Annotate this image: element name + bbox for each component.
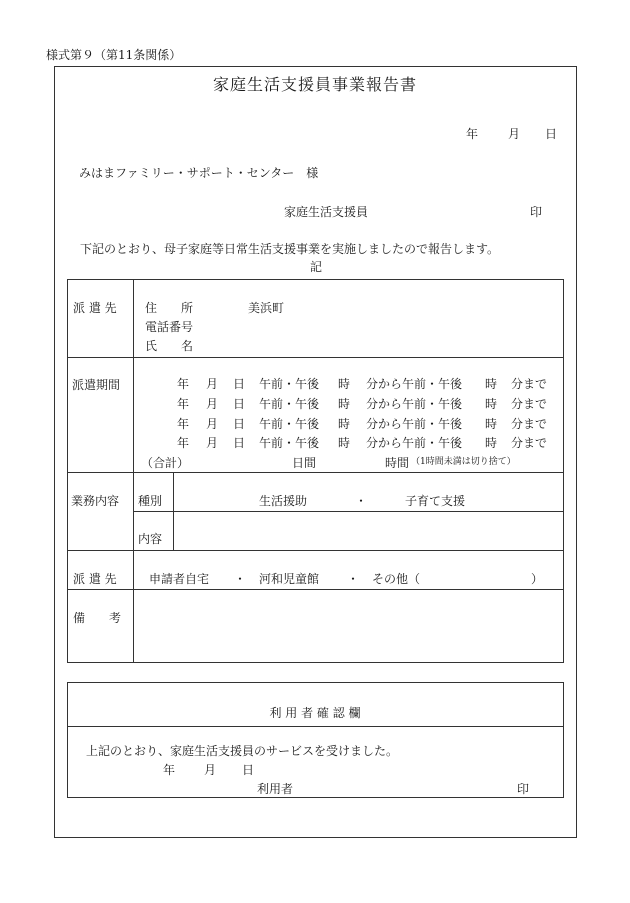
confirm-day: 日 [242, 763, 255, 777]
addressee: みはまファミリー・サポート・センター 様 [79, 166, 319, 180]
dispatch-period-label: 派遣期間 [72, 378, 121, 392]
period-end: 分まで [511, 397, 548, 411]
work-content-label: 業務内容 [71, 494, 120, 508]
period-year: 年 [177, 417, 190, 431]
period-day: 日 [233, 377, 246, 391]
date-month: 月 [508, 127, 521, 141]
reporter-seal: 印 [530, 205, 543, 219]
work-type-childcare[interactable]: 子育て支援 [405, 494, 466, 508]
period-month: 月 [206, 377, 219, 391]
page-title: 家庭生活支援員事業報告書 [212, 75, 417, 94]
period-ampm-start: 午前・午後 [259, 397, 320, 411]
period-end: 分まで [511, 417, 548, 431]
reporter-label: 家庭生活支援員 [284, 205, 369, 219]
form-number: 様式第９（第11条関係） [46, 48, 182, 62]
period-year: 年 [177, 436, 190, 450]
period-end: 分まで [511, 377, 548, 391]
user-label: 利用者 [257, 782, 294, 796]
total-days-label: 日間 [292, 456, 317, 470]
date-year: 年 [466, 127, 479, 141]
confirmation-divider [67, 726, 564, 727]
period-day: 日 [233, 436, 246, 450]
period-hour-start: 時 [338, 397, 351, 411]
work-type-separator: ・ [355, 494, 368, 508]
period-hour-end: 時 [485, 417, 498, 431]
period-hour-start: 時 [338, 417, 351, 431]
address-value[interactable]: 美浜町 [248, 301, 285, 315]
period-month: 月 [206, 436, 219, 450]
period-middle: 分から午前・午後 [366, 436, 463, 450]
total-hours-label: 時間 [385, 456, 410, 470]
user-seal: 印 [517, 782, 530, 796]
work-type-life-support[interactable]: 生活援助 [259, 494, 308, 508]
period-ampm-start: 午前・午後 [259, 436, 320, 450]
period-hour-end: 時 [485, 436, 498, 450]
place-separator: ・ [234, 572, 247, 586]
place-separator: ・ [347, 572, 360, 586]
period-year: 年 [177, 377, 190, 391]
period-month: 月 [206, 417, 219, 431]
row-divider [133, 511, 564, 512]
period-ampm-start: 午前・午後 [259, 417, 320, 431]
place-other-close: ） [531, 572, 544, 586]
period-hour-start: 時 [338, 436, 351, 450]
phone-label: 電話番号 [145, 320, 194, 334]
ki-label: 記 [310, 260, 323, 274]
row-divider [67, 357, 564, 358]
row-divider [67, 550, 564, 551]
dispatch-dest-label: 派 遣 先 [73, 301, 117, 315]
period-year: 年 [177, 397, 190, 411]
date-day: 日 [545, 127, 558, 141]
confirmation-text: 上記のとおり、家庭生活支援員のサービスを受けました。 [86, 744, 399, 758]
confirm-year: 年 [163, 763, 176, 777]
remarks-label: 備 考 [73, 611, 122, 625]
period-hour-end: 時 [485, 377, 498, 391]
confirm-month: 月 [204, 763, 217, 777]
period-end: 分まで [511, 436, 548, 450]
work-detail-label: 内容 [138, 532, 163, 546]
period-middle: 分から午前・午後 [366, 417, 463, 431]
confirmation-box [67, 682, 564, 798]
place-kowa-childrens-hall[interactable]: 河和児童館 [259, 572, 320, 586]
name-label: 氏 名 [145, 339, 194, 353]
total-label: （合計） [141, 456, 190, 470]
address-label: 住 所 [145, 301, 194, 315]
remarks-field[interactable] [134, 590, 563, 662]
place-other[interactable]: その他（ [372, 572, 421, 586]
dispatch-place-label: 派 遣 先 [73, 572, 117, 586]
confirmation-heading: 利 用 者 確 認 欄 [269, 706, 361, 720]
period-hour-end: 時 [485, 397, 498, 411]
period-middle: 分から午前・午後 [366, 397, 463, 411]
period-ampm-start: 午前・午後 [259, 377, 320, 391]
period-middle: 分から午前・午後 [366, 377, 463, 391]
period-month: 月 [206, 397, 219, 411]
work-subdivider [173, 472, 174, 550]
period-hour-start: 時 [338, 377, 351, 391]
hours-note: （1時間未満は切り捨て） [411, 457, 516, 467]
work-type-label: 種別 [138, 494, 163, 508]
period-day: 日 [233, 417, 246, 431]
row-divider [67, 472, 564, 473]
intro-text: 下記のとおり、母子家庭等日常生活支援事業を実施しましたので報告します。 [80, 242, 500, 256]
place-applicant-home[interactable]: 申請者自宅 [149, 572, 210, 586]
period-day: 日 [233, 397, 246, 411]
